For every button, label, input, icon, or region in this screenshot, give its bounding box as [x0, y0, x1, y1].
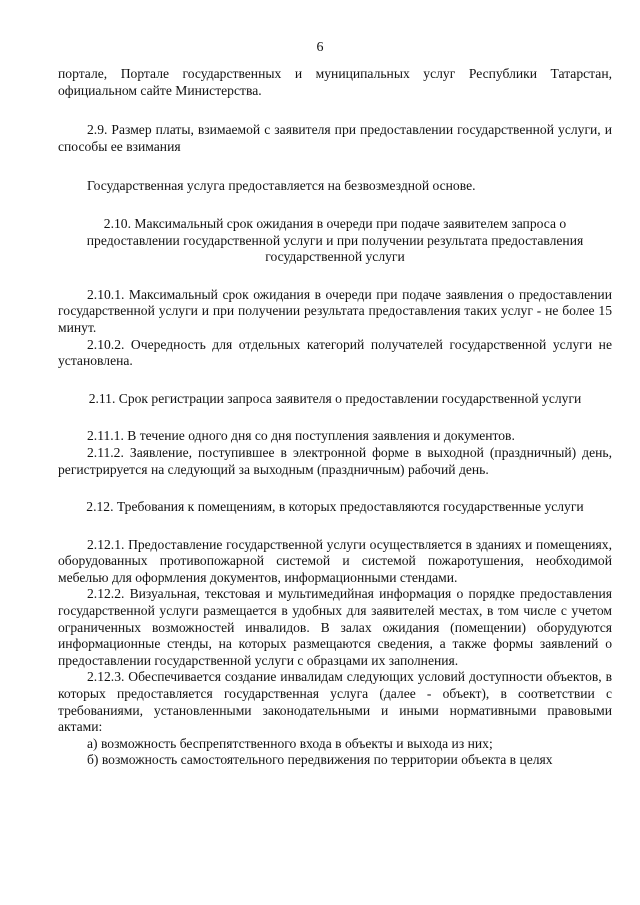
spacer [58, 99, 612, 122]
page-number: 6 [316, 40, 324, 55]
spacer [58, 195, 612, 216]
section-heading: 2.12. Требования к помещениям, в которых предоставляются государственные услуги [86, 499, 584, 515]
paragraph: а) возможность беспрепятственного входа в объекты и выхода из них; [87, 735, 493, 751]
paragraph: Государственная услуга предоставляется на безвозмездной основе. [87, 178, 476, 194]
paragraph: 2.11.2. Заявление, поступившее в электронной форме в выходной (праздничный) день, регистрируется на следующий за выходным (праздничным) рабочий день. [58, 444, 612, 477]
paragraph: 2.10.1. Максимальный срок ожидания в очереди при подаче заявления о предоставлении государственной услуги и при получении результата предоставления таких услуг - не более 15 минут. [58, 286, 612, 335]
section-heading: 2.10. Максимальный срок ожидания в очереди при подаче заявителем запроса о предоставлении государственной услуги и при получении результата предоставления государственной услуги [86, 215, 584, 265]
paragraph: 2.12.2. Визуальная, текстовая и мультимедийная информация о порядке предоставления государственной услуги размещается в удобных для заявителей местах, в том числе с учетом ограниченных возможностей инвалидов. В залах ожидания (помещении) оборудуются информационные стенды, на которых размещаются сведения, а также формы заявлений о предоставлении государственной услуги с образцами их заполнения. [58, 586, 612, 668]
paragraph: 2.9. Размер платы, взимаемой с заявителя при предоставлении государственной услуги, и способы ее взимания [58, 122, 612, 154]
paragraph: 2.11.1. В течение одного дня со дня поступления заявления и документов. [87, 428, 515, 444]
spacer [58, 516, 612, 537]
paragraph: 2.12.3. Обеспечивается создание инвалидам следующих условий доступности объектов, в которых предоставляется государственная услуга (далее - объект), в соответствии с требованиями, установленными законодательными и иными нормативными правовыми актами: [58, 669, 612, 735]
paragraph: 2.12.1. Предоставление государственной услуги осуществляется в зданиях и помещениях, оборудованных противопожарной системой и системой пожаротушения, необходимой мебелью для оформления документов, информационными стендами. [58, 536, 612, 585]
spacer [58, 266, 612, 287]
paragraph: б) возможность самостоятельного передвижения по территории объекта в целях [87, 752, 553, 768]
paragraph: портале, Портале государственных и муниципальных услуг Республики Татарстан, официальном сайте Министерства. [58, 66, 612, 98]
spacer [58, 478, 612, 499]
spacer [58, 407, 612, 428]
section-heading: 2.11. Срок регистрации запроса заявителя о предоставлении государственной услуги [88, 390, 582, 406]
spacer [58, 155, 612, 178]
document-body [58, 66, 612, 769]
spacer [58, 370, 612, 391]
paragraph: 2.10.2. Очередность для отдельных категорий получателей государственной услуги не установлена. [58, 336, 612, 369]
